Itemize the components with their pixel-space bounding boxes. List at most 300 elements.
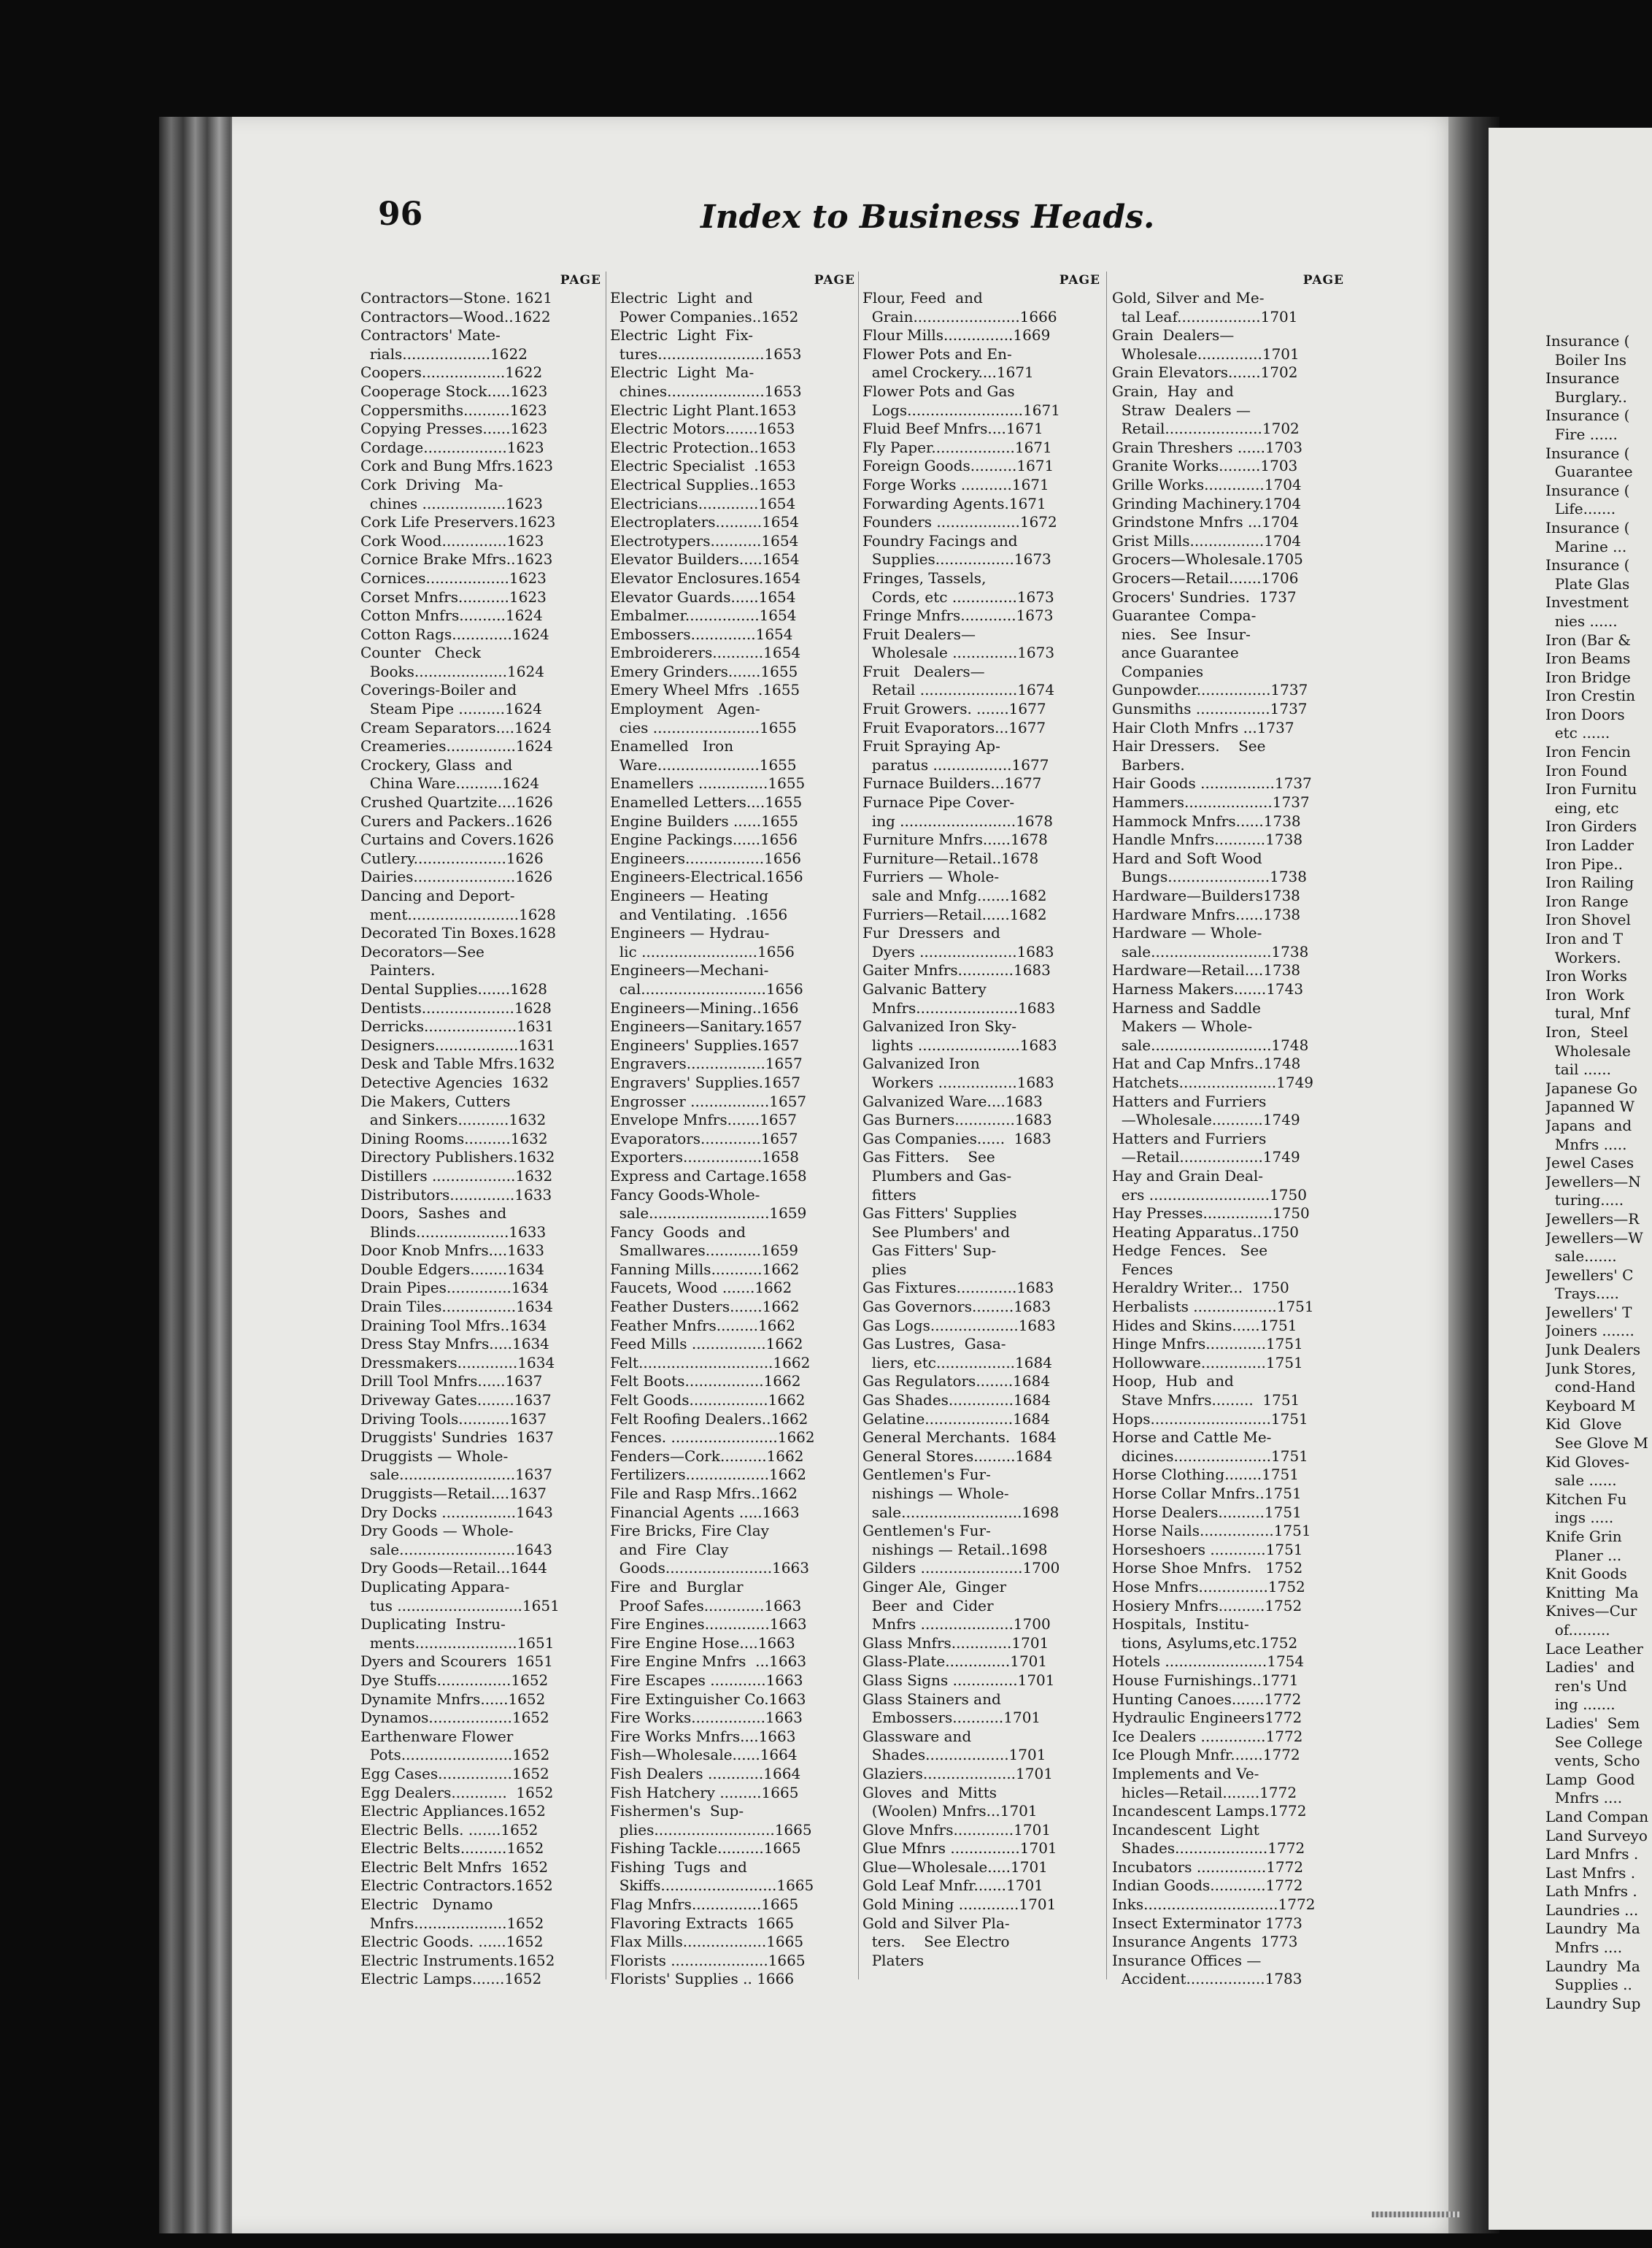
index-entry: Electric Light Ma- [610,363,754,382]
index-entry: Galvanized Ware....1683 [862,1092,1043,1110]
index-entry: Duplicating Instru- [360,1615,506,1633]
right-page-entry: Marine ... [1545,537,1627,555]
index-entry: Curers and Packers..1626 [360,812,552,830]
right-page-entry: Insurance ( [1545,444,1630,462]
index-entry: Platers [862,1951,925,1969]
index-entry: Furnace Pipe Cover- [862,793,1015,812]
index-entry: Glass-Plate..............1701 [862,1652,1048,1671]
index-entry: Founders ..................1672 [862,513,1057,531]
index-entry: and Ventilating. .1656 [610,905,788,923]
index-entry: Fire Bricks, Fire Clay [610,1522,769,1540]
index-entry: Dry Docks ................1643 [360,1503,553,1521]
index-entry: Smallwares............1659 [610,1242,798,1260]
index-entry: Cords, etc ..............1673 [862,588,1054,606]
index-entry: Fences [1112,1260,1173,1278]
index-entry: liers, etc.................1684 [862,1353,1052,1371]
index-entry: Insect Exterminator 1773 [1112,1914,1302,1932]
index-entry: Grain Elevators.......1702 [1112,363,1298,382]
index-entry: Painters. [360,961,436,979]
column-rule [858,272,859,1979]
index-entry: Forwarding Agents.1671 [862,494,1046,512]
index-entry: Decorators—See [360,942,485,961]
index-entry: Fishermen's Sup- [610,1802,744,1820]
right-page-entry: tural, Mnf [1545,1004,1629,1023]
index-entry: Hose Mnfrs...............1752 [1112,1577,1305,1595]
index-entry: Grocers—Wholesale.1705 [1112,550,1303,569]
index-entry: Grindstone Mnfrs ...1704 [1112,513,1299,531]
index-entry: Electric Light Fix- [610,326,754,344]
index-entry: Electric Belts..........1652 [360,1839,544,1858]
right-page-entry: of......... [1545,1620,1610,1639]
right-page-entry: Iron Shovel [1545,911,1631,929]
index-entry: Insurance Offices — [1112,1951,1262,1969]
index-entry: Grocers—Retail.......1706 [1112,569,1299,587]
index-entry: plies..........................1665 [610,1820,812,1839]
right-page-entry: Iron Girders [1545,817,1637,836]
index-entry: Power Companies..1652 [610,307,799,326]
index-entry: Fish Dealers ............1664 [610,1764,801,1782]
index-entry: Harness Makers.......1743 [1112,979,1304,998]
right-page-entry: ren's Und [1545,1677,1627,1695]
index-entry: Horse Shoe Mnfrs. 1752 [1112,1559,1303,1577]
index-entry: Blinds....................1633 [360,1223,547,1241]
right-page-entry: Knife Grin [1545,1528,1622,1545]
index-entry: Ice Dealers ..............1772 [1112,1727,1303,1745]
index-entry: Dressmakers.............1634 [360,1353,555,1371]
index-entry: Hedge Fences. See [1112,1242,1268,1260]
index-entry: Furniture Mnfrs......1678 [862,831,1048,849]
index-entry: Die Makers, Cutters [360,1092,511,1110]
right-page-entry: nies ...... [1545,612,1618,630]
right-page-entry: Mnfrs ..... [1545,1135,1627,1153]
index-entry: Faucets, Wood .......1662 [610,1279,792,1297]
index-entry: Druggists' Sundries 1637 [360,1428,554,1447]
index-entry: sale..........................1738 [1112,942,1309,961]
index-entry: Fancy Goods and [610,1223,746,1241]
index-entry: Hatters and Furriers [1112,1092,1267,1110]
index-entry: Coppersmiths..........1623 [360,401,547,419]
page-number: 96 [378,196,423,233]
index-entry: Hay Presses...............1750 [1112,1204,1310,1223]
index-entry: Hosiery Mnfrs..........1752 [1112,1596,1302,1614]
index-entry: Enamelled Letters....1655 [610,793,803,812]
index-entry: Enamellers ...............1655 [610,774,806,793]
right-page-entry: Ladies' Sem [1545,1714,1640,1732]
right-page-entry: Iron Work [1545,985,1625,1004]
index-entry: Curtains and Covers.1626 [360,831,555,849]
right-page-entry: Life....... [1545,500,1616,518]
index-entry: Cork Driving Ma- [360,475,503,493]
index-entry: Double Edgers........1634 [360,1260,544,1278]
index-entry: chines.....................1653 [610,382,802,400]
index-entry: Incandescent Light [1112,1820,1259,1839]
index-entry: Electric Appliances.1652 [360,1802,546,1820]
index-entry: Electric Lamps.......1652 [360,1970,542,1988]
right-page-entry: Planer ... [1545,1546,1622,1564]
right-page-entry: Supplies .. [1545,1976,1632,1994]
index-entry: Galvanized Iron Sky- [862,1017,1016,1036]
index-entry: nies. See Insur- [1112,625,1251,643]
index-entry: Dry Goods — Whole- [360,1522,514,1540]
index-entry: sale..........................1698 [862,1503,1059,1521]
right-page-entry: Laundry Ma [1545,1957,1640,1975]
right-page-entry: Last Mnfrs . [1545,1863,1636,1882]
right-page-entry: Workers. [1545,948,1621,966]
index-entry: Fur Dressers and [862,924,1000,942]
index-entry: ance Guarantee [1112,644,1239,662]
index-entry: Bungs......................1738 [1112,868,1308,886]
index-entry: Fringes, Tassels, [862,569,987,587]
index-entry: Fenders—Cork..........1662 [610,1447,804,1465]
index-entry: Flax Mills..................1665 [610,1933,804,1951]
right-page-entry: Iron Railing [1545,874,1634,892]
right-page-entry: Iron Crestin [1545,687,1636,705]
right-page-entry: Lard Mnfrs . [1545,1845,1639,1863]
index-entry: ments......................1651 [360,1633,555,1652]
index-entry: tus ...........................1651 [360,1596,560,1614]
index-entry: Fish—Wholesale......1664 [610,1746,798,1764]
index-entry: Gas Companies...... 1683 [862,1129,1051,1147]
right-page-entry: Junk Stores, [1545,1359,1637,1377]
index-entry: Foreign Goods..........1671 [862,457,1054,475]
index-entry: Insurance Angents 1773 [1112,1933,1298,1951]
right-page-entry: Insurance [1545,369,1620,388]
index-entry: —Wholesale...........1749 [1112,1111,1300,1129]
right-page-entry: eing, etc [1545,798,1619,817]
index-entry: sale..........................1748 [1112,1036,1309,1054]
index-entry: Gold and Silver Pla- [862,1914,1010,1932]
index-entry: Engravers' Supplies.1657 [610,1073,800,1091]
right-page-entry: Iron Range [1545,892,1629,910]
index-entry: Hides and Skins......1751 [1112,1316,1297,1334]
right-page-entry: Knives—Cur [1545,1602,1637,1620]
index-entry: Ginger Ale, Ginger [862,1577,1007,1595]
index-entry: Gentlemen's Fur- [862,1466,991,1484]
right-page-entry: tail ...... [1545,1061,1611,1079]
index-entry: Mnfrs ....................1700 [862,1615,1051,1633]
index-entry: sale and Mnfg.......1682 [862,887,1047,904]
index-entry: tures.......................1653 [610,344,802,363]
right-page-entry: Iron Doors [1545,705,1625,723]
right-page-entry: Japanned W [1545,1098,1634,1116]
index-entry: Drain Tiles................1634 [360,1298,554,1316]
right-page-column [1545,332,1652,2013]
index-entry: Dye Stuffs................1652 [360,1671,549,1689]
index-entry: Flower Pots and En- [862,344,1012,363]
right-page-entry: Kid Gloves- [1545,1452,1630,1471]
index-entry: and Sinkers...........1632 [360,1111,547,1129]
index-entry: Retail.....................1702 [1112,420,1300,438]
index-entry: Hinge Mnfrs.............1751 [1112,1335,1303,1353]
index-entry: Hammers...................1737 [1112,793,1310,812]
index-entry: —Retail..................1749 [1112,1148,1300,1166]
index-entry: Grille Works.............1704 [1112,475,1302,493]
index-entry: dicines.....................1751 [1112,1447,1308,1465]
index-entry: Horseshoers ............1751 [1112,1540,1303,1558]
index-entry: hicles—Retail........1772 [1112,1783,1297,1801]
index-entry: Gentlemen's Fur- [862,1522,991,1540]
right-page-entry: vents, Scho [1545,1752,1640,1770]
index-entry: Herbalists ..................1751 [1112,1298,1314,1316]
index-entry: tions, Asylums,etc.1752 [1112,1633,1298,1652]
index-entry: Gas Fitters' Sup- [862,1242,997,1260]
right-page-entry: Iron Works [1545,967,1627,985]
index-entry: Gas Logs...................1683 [862,1316,1056,1334]
index-entry: Cork Life Preservers.1623 [360,513,556,531]
index-entry: Exporters.................1658 [610,1148,799,1166]
index-entry: Gunsmiths ................1737 [1112,700,1308,718]
right-page-entry: Wholesale [1545,1042,1631,1060]
index-entry: Gas Regulators........1684 [862,1372,1051,1390]
index-entry: Electric Goods. ......1652 [360,1933,544,1951]
index-entry: nishings — Whole- [862,1485,1009,1502]
index-entry: General Stores.........1684 [862,1447,1053,1465]
index-entry: Grocers' Sundries. 1737 [1112,588,1297,606]
book-edge [159,117,239,2233]
index-entry: Dining Rooms..........1632 [360,1129,548,1147]
index-entry: Horse Clothing........1751 [1112,1466,1299,1484]
index-column-3 [862,272,1100,1970]
index-entry: Derricks....................1631 [360,1017,555,1036]
index-entry: Hair Goods ................1737 [1112,774,1312,793]
index-entry: Florists .....................1665 [610,1951,806,1969]
page-label: PAGE [1059,273,1100,288]
index-entry: Flag Mnfrs...............1665 [610,1895,799,1914]
index-entry: Electrical Supplies..1653 [610,475,796,493]
index-entry: Hydraulic Engineers1772 [1112,1709,1302,1727]
index-entry: Guarantee Compa- [1112,607,1257,625]
index-entry: Heating Apparatus..1750 [1112,1223,1299,1241]
right-page-entry: Jewellers—W [1545,1228,1643,1247]
right-page-entry: Laundry Sup [1545,1994,1641,2012]
index-entry: Coopers..................1622 [360,363,543,382]
index-entry: Galvanic Battery [862,979,987,998]
index-entry: Electric Bells. .......1652 [360,1820,539,1839]
index-entry: Cornices..................1623 [360,569,547,587]
right-page-entry: Jewellers—R [1545,1209,1640,1228]
index-entry: Grain, Hay and [1112,382,1234,400]
index-entry: Hatchets.....................1749 [1112,1073,1314,1091]
right-page-entry: cond-Hand [1545,1378,1636,1396]
index-entry: Driveway Gates........1637 [360,1391,552,1409]
index-entry: Electric Specialist .1653 [610,457,796,475]
index-entry: Gas Burners.............1683 [862,1111,1052,1129]
right-page-entry: Jewellers' C [1545,1266,1634,1284]
index-entry: Fly Paper..................1671 [862,438,1052,456]
index-entry: Cotton Mnfrs..........1624 [360,607,543,625]
index-entry: Grain.......................1666 [862,307,1057,326]
index-entry: Goods.......................1663 [610,1559,809,1577]
index-entry: sale..........................1659 [610,1204,807,1223]
index-entry: Electric Light and [610,289,753,307]
index-entry: Dynamos..................1652 [360,1709,549,1727]
index-entry: Engrosser .................1657 [610,1092,807,1110]
index-entry: Accident.................1783 [1112,1970,1302,1988]
index-entry: Engineers — Hydrau- [610,924,770,942]
index-entry: Feather Dusters.......1662 [610,1298,800,1316]
right-page-entry: Mnfrs .... [1545,1789,1623,1807]
index-entry: Flour, Feed and [862,289,983,307]
index-entry: (Woolen) Mnfrs...1701 [862,1802,1038,1820]
index-entry: Drill Tool Mnfrs......1637 [360,1372,543,1390]
index-entry: Crushed Quartzite....1626 [360,793,553,812]
index-entry: Distributors..............1633 [360,1185,552,1204]
right-page-entry: Lath Mnfrs . [1545,1882,1637,1901]
index-entry: Horse and Cattle Me- [1112,1428,1272,1447]
index-entry: Logs.........................1671 [862,401,1060,419]
index-entry: Hardware Mnfrs......1738 [1112,905,1301,923]
index-entry: Fertilizers..................1662 [610,1466,806,1484]
index-entry: Hoop, Hub and [1112,1372,1234,1390]
index-entry: Contractors—Stone. 1621 [360,289,552,307]
index-entry: sale.........................1643 [360,1540,552,1558]
index-entry: Incandescent Lamps.1772 [1112,1802,1307,1820]
index-entry: Inks.............................1772 [1112,1895,1316,1914]
index-entry: Wholesale ..............1673 [862,644,1055,662]
index-entry: Furriers — Whole- [862,868,1000,886]
right-page-entry: See Glove M [1545,1434,1648,1452]
index-entry: Door Knob Mnfrs....1633 [360,1242,544,1260]
index-entry: Electroplaters..........1654 [610,513,799,531]
index-entry: Engine Builders ......1655 [610,812,798,830]
index-entry: Electric Dynamo [360,1895,493,1914]
running-head: Index to Business Heads. [700,199,1155,236]
book-edge-strip [1372,2212,1459,2217]
index-entry: Electric Instruments.1652 [360,1951,555,1969]
right-page-entry: Ladies' and [1545,1658,1635,1677]
index-entry: File and Rasp Mfrs..1662 [610,1485,798,1502]
index-entry: Cork Wood..............1623 [360,531,544,550]
right-page-entry: Junk Dealers [1545,1341,1641,1359]
index-entry: Incubators ...............1772 [1112,1858,1304,1876]
index-entry: Gas Shades..............1684 [862,1391,1051,1409]
index-entry: Financial Agents .....1663 [610,1503,800,1521]
index-entry: Plumbers and Gas- [862,1166,1012,1185]
index-entry: and Fire Clay [610,1540,729,1558]
index-entry: Fruit Dealers— [862,625,976,643]
index-entry: Flower Pots and Gas [862,382,1015,400]
right-page-entry: Kitchen Fu [1545,1490,1627,1508]
index-entry: Gunpowder................1737 [1112,681,1308,699]
index-entry: Grinding Machinery.1704 [1112,494,1302,512]
index-entry: Harness and Saddle [1112,998,1261,1017]
right-page-entry: Jewel Cases [1545,1154,1634,1172]
index-entry: Detective Agencies 1632 [360,1073,549,1091]
index-entry: Beer and Cider [862,1596,994,1614]
index-entry: Felt Goods.................1662 [610,1391,806,1409]
page-label: PAGE [560,273,601,288]
index-entry: Hardware—Builders1738 [1112,887,1300,904]
index-entry: ers ..........................1750 [1112,1185,1307,1204]
index-entry: Fanning Mills...........1662 [610,1260,800,1278]
index-entry: Driving Tools...........1637 [360,1409,547,1428]
index-entry: Mnfrs....................1652 [360,1914,544,1932]
index-entry: Furnace Builders...1677 [862,774,1042,793]
right-page-entry: Land Compan [1545,1807,1649,1825]
right-page-entry: turing..... [1545,1191,1624,1209]
index-entry: House Furnishings..1771 [1112,1671,1299,1689]
right-page-entry: Iron (Bar & [1545,631,1631,649]
right-page-entry: Investment [1545,593,1629,612]
right-page-entry: Japans and [1545,1116,1632,1134]
index-entry: Dairies......................1626 [360,868,553,886]
index-entry: Hospitals, Institu- [1112,1615,1249,1633]
index-entry: Dental Supplies.......1628 [360,979,547,998]
index-entry: Gas Fitters. See [862,1148,995,1166]
right-page-entry: Insurance ( [1545,518,1630,536]
index-entry: Hotels ......................1754 [1112,1652,1305,1671]
index-entry: fitters [862,1185,916,1204]
index-entry: Decorated Tin Boxes.1628 [360,924,556,942]
right-page-entry: Iron Furnitu [1545,780,1637,798]
index-entry: Duplicating Appara- [360,1577,510,1595]
index-entry: Grain Dealers— [1112,326,1235,344]
index-entry: Enamelled Iron [610,737,734,755]
index-entry: Cotton Rags.............1624 [360,625,549,643]
index-entry: Fruit Dealers— [862,662,985,680]
index-entry: amel Crockery....1671 [862,363,1034,382]
index-entry: Furriers—Retail......1682 [862,905,1047,923]
index-entry: Distillers ..................1632 [360,1166,553,1185]
index-entry: Engineers—Mechani- [610,961,769,979]
page-label: PAGE [1302,273,1344,288]
right-page-entry: Insurance ( [1545,556,1630,574]
index-entry: Hollowware..............1751 [1112,1353,1303,1371]
index-entry: Foundry Facings and [862,531,1018,550]
index-entry: Dress Stay Mnfrs.....1634 [360,1335,549,1353]
index-entry: China Ware..........1624 [360,774,540,793]
index-entry: Cream Separators....1624 [360,718,552,736]
right-page-entry: Kid Glove [1545,1415,1622,1433]
right-page-entry: Iron Beams [1545,650,1631,668]
index-entry: cal...........................1656 [610,979,803,998]
right-page-entry: Japanese Go [1545,1079,1637,1097]
index-entry: Druggists — Whole- [360,1447,509,1465]
right-page-entry: Laundry Ma [1545,1920,1640,1938]
index-entry: Draining Tool Mfrs..1634 [360,1316,547,1334]
index-entry: Horse Collar Mnfrs..1751 [1112,1485,1302,1502]
index-entry: ters. See Electro [862,1933,1010,1951]
index-entry: Egg Dealers............ 1652 [360,1783,554,1801]
index-column-1 [360,272,601,1989]
index-entry: Makers — Whole- [1112,1017,1253,1036]
index-entry: Florists' Supplies .. 1666 [610,1970,795,1988]
index-entry: Hair Dressers. See [1112,737,1266,755]
right-page-entry: Lace Leather [1545,1639,1643,1658]
index-entry: Hammock Mnfrs......1738 [1112,812,1301,830]
index-entry: Engineers.................1656 [610,849,802,867]
index-entry: Fire Engine Mnfrs ...1663 [610,1652,807,1671]
index-entry: Glass Mnfrs.............1701 [862,1633,1049,1652]
index-entry: Employment Agen- [610,700,760,718]
right-page-entry: ings ..... [1545,1509,1614,1527]
index-entry: Electric Contractors.1652 [360,1876,553,1895]
index-entry: Flavoring Extracts 1665 [610,1914,795,1932]
index-entry: Cooperage Stock.....1623 [360,382,548,400]
index-entry: Cutlery....................1626 [360,849,544,867]
index-entry: Copying Presses......1623 [360,420,548,438]
index-entry: Companies [1112,662,1204,680]
index-entry: Glue Mfnrs ...............1701 [862,1839,1057,1858]
index-entry: Fire Engine Hose....1663 [610,1633,795,1652]
index-entry: Cordage..................1623 [360,438,544,456]
index-entry: Hunting Canoes.......1772 [1112,1690,1302,1708]
index-entry: Hair Cloth Mnfrs ...1737 [1112,718,1294,736]
right-page-entry: Lamp Good [1545,1770,1635,1788]
column-rule [1106,272,1107,1979]
index-entry: Fishing Tugs and [610,1858,747,1876]
right-page-entry: Iron Ladder [1545,836,1634,855]
